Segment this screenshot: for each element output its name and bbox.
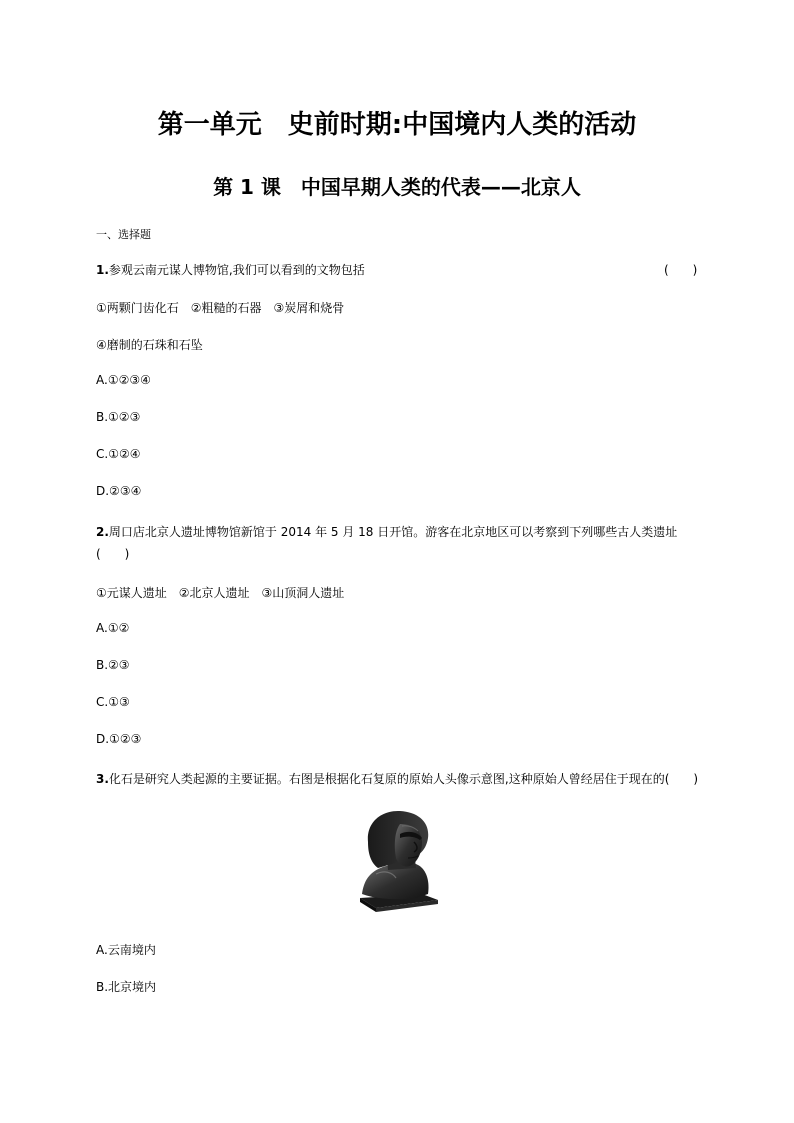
question-1-stem bbox=[96, 261, 716, 278]
question-2-items: ①元谋人遗址 ②北京人遗址 ③山顶洞人遗址 bbox=[96, 586, 345, 600]
question-1-items: ④磨制的石珠和石坠 bbox=[96, 338, 203, 352]
question-text: 周口店北京人遗址博物馆新馆于 2014 年 5 月 18 日开馆。游客在北京地区可以考察到下列哪些古人类遗址 bbox=[108, 525, 678, 539]
option-a: A.云南境内 bbox=[96, 943, 156, 957]
question-text: 参观云南元谋人博物馆,我们可以看到的文物包括 bbox=[108, 263, 365, 277]
option-b: B.北京境内 bbox=[96, 980, 157, 994]
question-2-stem bbox=[96, 523, 677, 540]
question-3-stem bbox=[96, 770, 698, 787]
option-b: B.①②③ bbox=[96, 410, 141, 424]
section-heading: 一、选择题 bbox=[96, 228, 151, 241]
option-a: A.①②③④ bbox=[96, 373, 151, 387]
option-d: D.②③④ bbox=[96, 484, 142, 498]
option-b: B.②③ bbox=[96, 658, 130, 672]
answer-parentheses: ( ) bbox=[664, 263, 698, 277]
hominid-bust-image bbox=[356, 808, 440, 914]
question-text: 化石是研究人类起源的主要证据。右图是根据化石复原的原始人头像示意图,这种原始人曾经居住于现在的 bbox=[108, 772, 665, 786]
question-number: 2. bbox=[96, 525, 109, 539]
option-c: C.①②④ bbox=[96, 447, 141, 461]
option-c: C.①③ bbox=[96, 695, 130, 709]
lesson-title: 第 1 课 中国早期人类的代表——北京人 bbox=[213, 175, 581, 199]
option-d: D.①②③ bbox=[96, 732, 142, 746]
unit-title: 第一单元 史前时期:中国境内人类的活动 bbox=[157, 110, 637, 140]
question-number: 3. bbox=[96, 772, 109, 786]
question-1-items: ①两颗门齿化石 ②粗糙的石器 ③炭屑和烧骨 bbox=[96, 301, 345, 315]
answer-parentheses: ( ) bbox=[96, 547, 130, 561]
answer-parentheses: ( ) bbox=[664, 772, 699, 786]
option-a: A.①② bbox=[96, 621, 130, 635]
question-number: 1. bbox=[96, 263, 109, 277]
